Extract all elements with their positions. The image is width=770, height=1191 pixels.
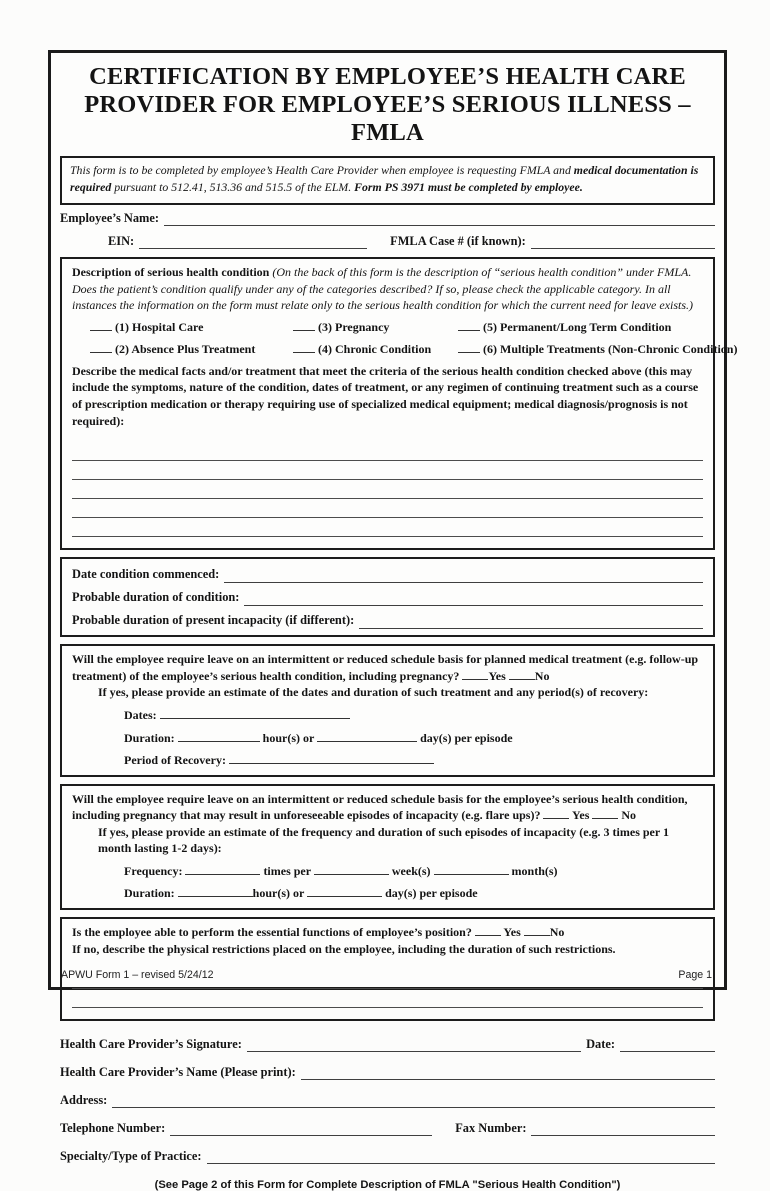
provider-address-label: Address: [60, 1093, 108, 1108]
episodic-if-yes-prompt: If yes, please provide an estimate of the frequency and duration of such episodes of incapacity (e.g. 3 times per 1 month lasting 1-2 days): [98, 824, 669, 856]
episodic-frequency-times-field[interactable] [185, 864, 260, 875]
essential-yes-label: Yes [503, 924, 521, 939]
fmla-case-field[interactable] [531, 235, 715, 249]
episodic-frequency-label: Frequency: [124, 863, 183, 878]
category-2-label: (2) Absence Plus Treatment [115, 342, 256, 357]
provider-address-field[interactable] [112, 1094, 715, 1108]
writein-line[interactable] [72, 480, 703, 499]
specialty-field[interactable] [207, 1150, 715, 1164]
planned-recovery-label: Period of Recovery: [124, 753, 226, 768]
category-4-blank[interactable] [293, 342, 315, 353]
signature-date-field[interactable] [620, 1038, 715, 1052]
episodic-no-blank[interactable] [592, 808, 618, 819]
employee-name-field[interactable] [164, 212, 715, 226]
present-incapacity-field[interactable] [359, 615, 703, 629]
provider-signature-section [60, 1037, 715, 1164]
provider-signature-label: Health Care Provider’s Signature: [60, 1037, 242, 1052]
writein-line[interactable] [72, 499, 703, 518]
signature-date-label: Date: [586, 1037, 615, 1052]
provider-signature-row [60, 1037, 715, 1052]
present-incapacity-label: Probable duration of present incapacity (if different): [72, 613, 355, 628]
instructions-notice [60, 156, 715, 205]
notice-text: This form is to be completed by employee’s Health Care Provider when employee is requesting FMLA and [70, 162, 574, 177]
planned-duration-hours-field[interactable] [178, 731, 260, 742]
essential-yes-blank[interactable] [475, 925, 501, 936]
planned-recovery-row [124, 752, 703, 769]
probable-duration-field[interactable] [244, 592, 703, 606]
category-6-blank[interactable] [458, 342, 480, 353]
page-number: Page 1 [678, 969, 712, 981]
probable-duration-label: Probable duration of condition: [72, 590, 240, 605]
planned-treatment-section [60, 644, 715, 776]
writein-line[interactable] [72, 461, 703, 480]
provider-address-row [60, 1093, 715, 1108]
category-1-label: (1) Hospital Care [115, 319, 204, 334]
provider-phone-fax-row [60, 1121, 715, 1136]
employee-info-section [60, 211, 715, 249]
episodic-weeks-text: week(s) [391, 863, 431, 878]
episodic-duration-label: Duration: [124, 886, 175, 901]
episodic-yes-label: Yes [572, 808, 590, 823]
description-heading-bold: Description of serious health condition [72, 265, 270, 280]
condition-description-section [60, 257, 738, 550]
planned-duration-row [124, 730, 703, 747]
category-6-label: (6) Multiple Treatments (Non-Chronic Condition) [483, 342, 738, 357]
form-title-line1: CERTIFICATION BY EMPLOYEE’S HEALTH CARE [89, 63, 686, 90]
planned-hours-text: hour(s) or [262, 730, 315, 745]
ein-label: EIN: [108, 234, 135, 249]
telephone-field[interactable] [170, 1122, 432, 1136]
provider-specialty-row [60, 1149, 715, 1164]
form-title [60, 63, 715, 147]
category-option-1 [90, 319, 293, 336]
planned-dates-field[interactable] [160, 708, 350, 719]
describe-facts-prompt: Describe the medical facts and/or treatment that meet the criteria of the serious health condition checked above (this may include the symptoms, nature of the condition, dates of treatment, or any regimen of continuing treatment such as a course of prescription medication or therapy requiring use of specialized medical equipment; medical diagnosis/prognosis is not required): [72, 363, 699, 428]
planned-no-label: No [534, 668, 550, 683]
episodic-question-text: Will the employee require leave on an intermittent or reduced schedule basis for the employee’s serious health condition, including pregnancy that may result in unforeseeable episodes of incapacity (e.g. flare ups)? [72, 791, 688, 823]
category-1-blank[interactable] [90, 320, 112, 331]
form-page [48, 50, 738, 1191]
provider-signature-field[interactable] [247, 1038, 581, 1052]
planned-dates-row [124, 707, 703, 724]
planned-days-text: day(s) per episode [420, 730, 513, 745]
condition-dates-section [60, 557, 715, 637]
probable-duration-row [72, 589, 703, 606]
telephone-label: Telephone Number: [60, 1121, 166, 1136]
planned-duration-days-field[interactable] [317, 731, 417, 742]
category-option-6 [458, 341, 737, 358]
planned-yes-label: Yes [488, 668, 506, 683]
planned-treatment-question [72, 651, 703, 684]
specialty-label: Specialty/Type of Practice: [60, 1149, 202, 1164]
notice-text-bold: medical documentation is required [70, 162, 699, 195]
fmla-case-label: FMLA Case # (if known): [390, 234, 526, 249]
form-title-line2: PROVIDER FOR EMPLOYEE’S SERIOUS ILLNESS – FMLA [84, 90, 691, 146]
essential-functions-question-text: Is the employee able to perform the essential functions of employee’s position? [72, 924, 472, 939]
page-footer [61, 969, 712, 981]
essential-functions-question [72, 924, 703, 941]
category-option-3 [293, 319, 458, 336]
episodic-duration-hours-field[interactable] [178, 886, 253, 897]
category-5-blank[interactable] [458, 320, 480, 331]
provider-name-row [60, 1065, 715, 1080]
essential-no-blank[interactable] [524, 925, 550, 936]
notice-text: pursuant to 512.41, 513.36 and 515.5 of the ELM. [111, 180, 355, 195]
episodic-frequency-row [124, 863, 703, 880]
planned-if-yes-prompt: If yes, please provide an estimate of the dates and duration of such treatment and any period(s) of recovery: [98, 685, 649, 700]
episodic-hours-text: hour(s) or [252, 886, 305, 901]
notice-text-bold: Form PS 3971 must be completed by employee. [354, 180, 583, 195]
category-3-blank[interactable] [293, 320, 315, 331]
episodic-incapacity-section [60, 784, 715, 910]
planned-dates-label: Dates: [124, 708, 157, 723]
category-option-2 [90, 341, 293, 358]
date-commenced-field[interactable] [224, 569, 703, 583]
provider-name-label: Health Care Provider’s Name (Please print): [60, 1065, 296, 1080]
episodic-no-label: No [621, 808, 637, 823]
writein-line[interactable] [72, 989, 703, 1008]
episodic-duration-days-field[interactable] [307, 886, 382, 897]
essential-no-label: No [549, 924, 565, 939]
category-option-5 [458, 319, 737, 336]
planned-duration-label: Duration: [124, 730, 175, 745]
episodic-duration-row [124, 885, 703, 902]
describe-facts-writein-area [72, 442, 703, 537]
planned-treatment-question-text: Will the employee require leave on an intermittent or reduced schedule basis for planned medical treatment (e.g. follow-up treatment) of the employee’s serious health condition, including pregnancy? [72, 652, 699, 683]
employee-name-row [60, 211, 715, 226]
fax-label: Fax Number: [455, 1121, 527, 1136]
writein-line[interactable] [72, 518, 703, 537]
category-2-blank[interactable] [90, 342, 112, 353]
ein-field[interactable] [139, 235, 367, 249]
episodic-question [72, 791, 703, 824]
description-heading-italic: (On the back of this form is the description of “serious health condition” under FMLA. Does the patient’s condition qualify under any of the categories described? If so, please check the applicable category. In all instances the information on the form must relate only to the serious health condition for which the current need for leave exists.) [72, 265, 694, 313]
essential-if-no-prompt: If no, describe the physical restrictions placed on the employee, including the duration of such restrictions. [72, 941, 616, 956]
category-3-label: (3) Pregnancy [318, 319, 390, 334]
planned-recovery-field[interactable] [229, 753, 434, 764]
category-option-4 [293, 341, 458, 358]
see-page2-note: (See Page 2 of this Form for Complete Description of FMLA "Serious Health Condition") [154, 1179, 621, 1191]
category-4-label: (4) Chronic Condition [318, 342, 432, 357]
episodic-yes-blank[interactable] [543, 808, 569, 819]
planned-no-blank[interactable] [509, 669, 535, 680]
writein-line[interactable] [72, 442, 703, 461]
date-commenced-label: Date condition commenced: [72, 567, 220, 582]
present-incapacity-row [72, 612, 703, 629]
fax-field[interactable] [531, 1122, 715, 1136]
ein-fmla-row [60, 234, 715, 249]
provider-name-field[interactable] [301, 1066, 715, 1080]
description-heading [72, 264, 703, 314]
episodic-days-text: day(s) per episode [385, 886, 478, 901]
form-id: APWU Form 1 – revised 5/24/12 [61, 969, 214, 981]
date-commenced-row [72, 566, 703, 583]
episodic-frequency-weeks-field[interactable] [314, 864, 389, 875]
category-checklist [90, 319, 738, 358]
employee-name-label: Employee’s Name: [60, 211, 159, 226]
planned-yes-blank[interactable] [462, 669, 488, 680]
episodic-months-text: month(s) [511, 863, 558, 878]
episodic-times-per-text: times per [263, 863, 311, 878]
episodic-frequency-months-field[interactable] [434, 864, 509, 875]
category-5-label: (5) Permanent/Long Term Condition [483, 319, 672, 334]
